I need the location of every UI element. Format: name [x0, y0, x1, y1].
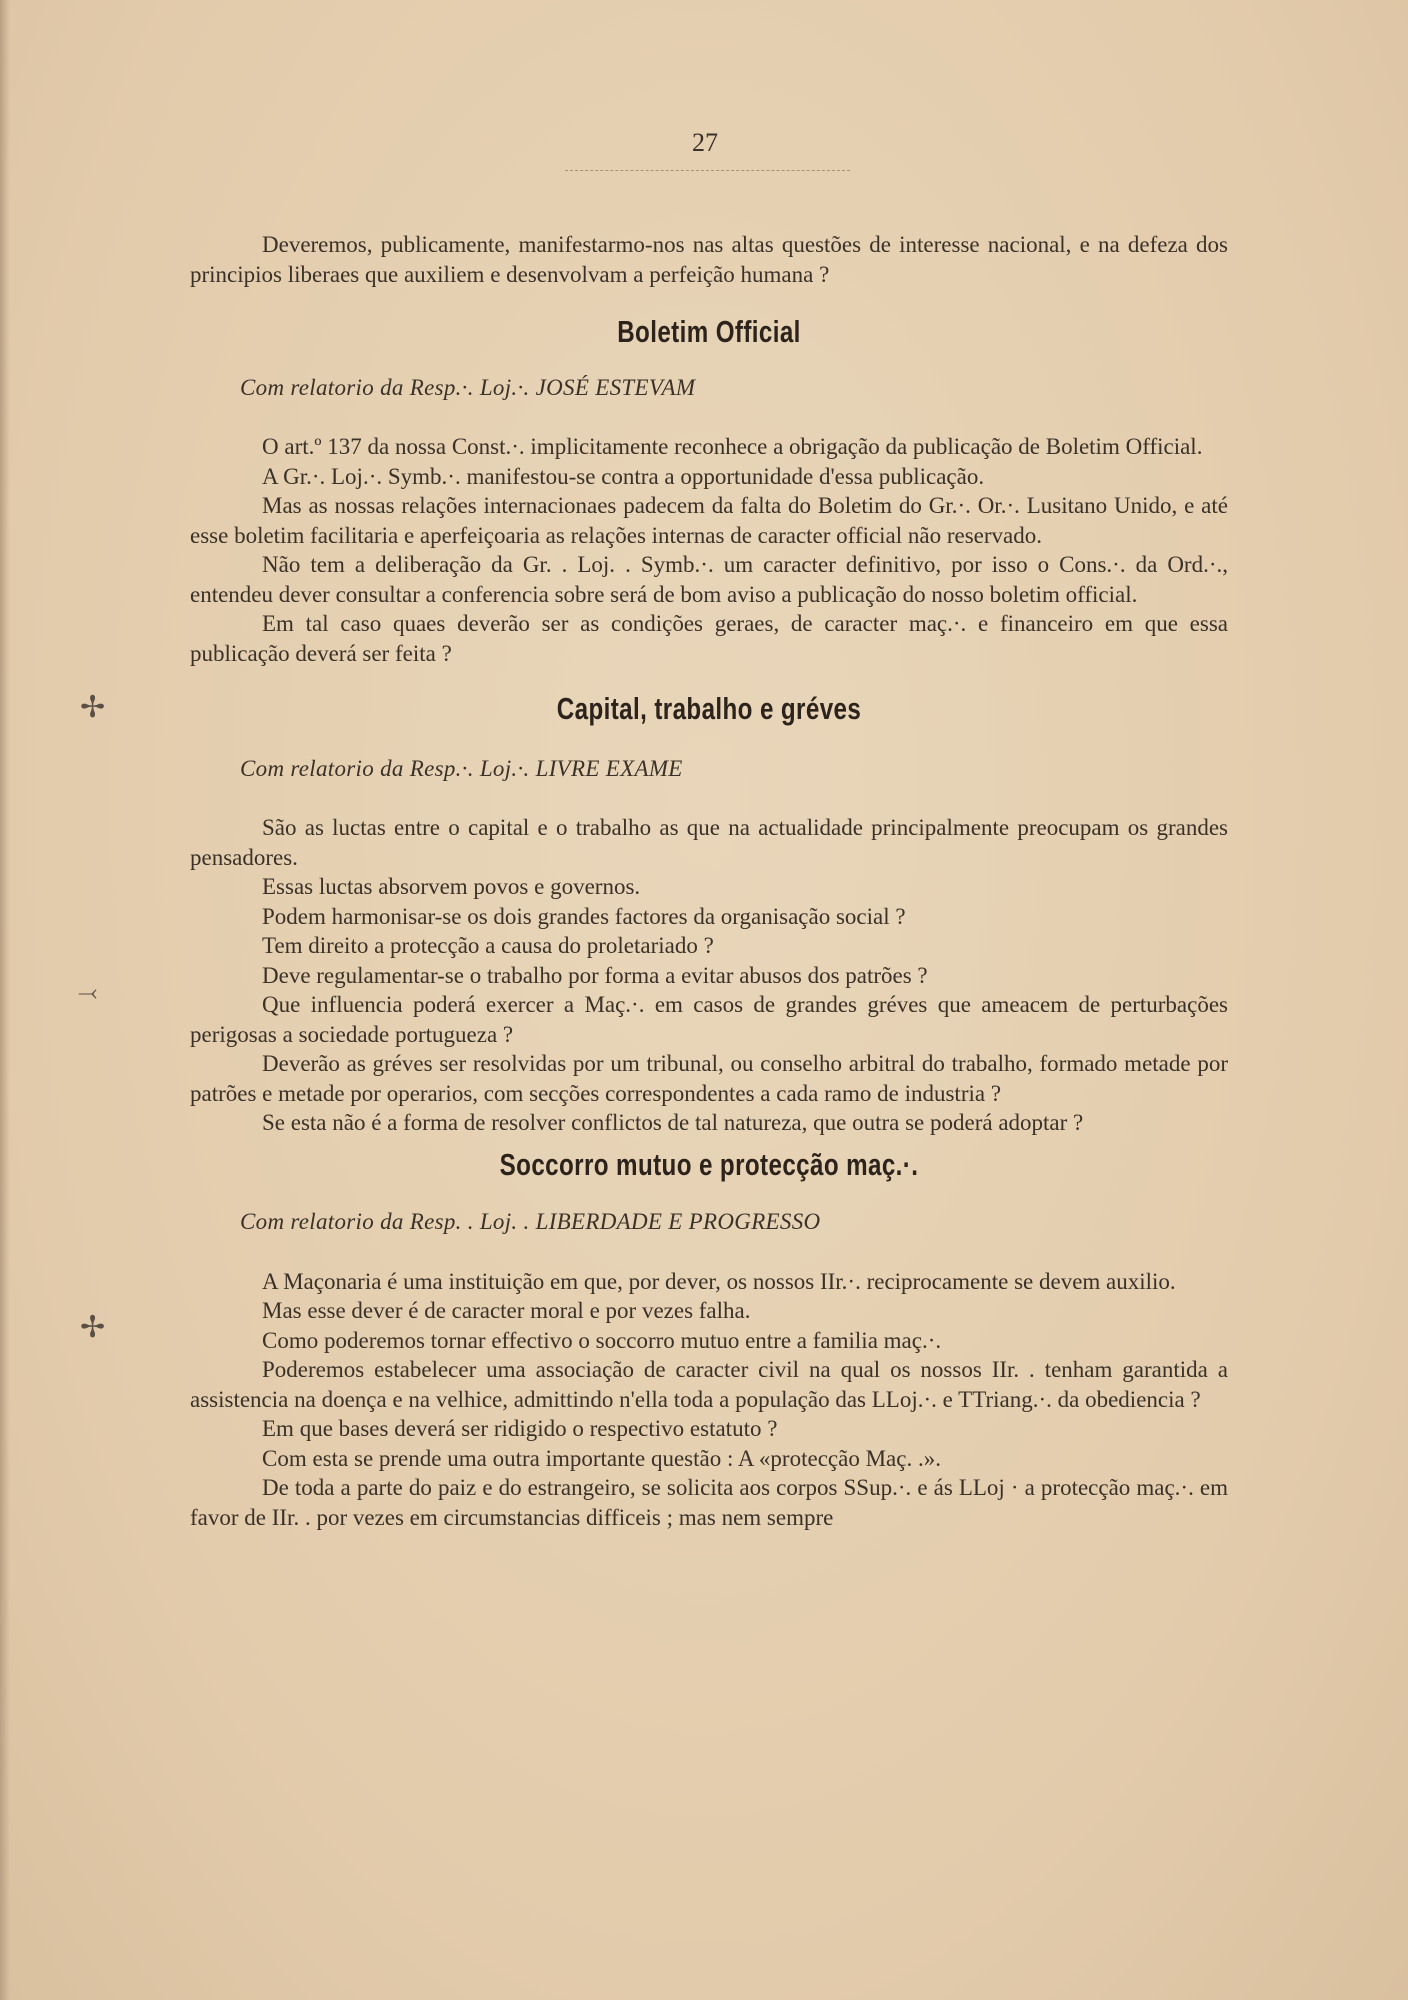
- section-title-soccorro: Soccorro mutuo e protecção maç.·.: [499, 1146, 919, 1182]
- paragraph: Podem harmonisar-se os dois grandes factores da organisação social ?: [262, 903, 906, 929]
- paragraph: Se esta não é a forma de resolver conflictos de tal natureza, que outra se poderá adoptar ?: [262, 1110, 1084, 1135]
- page-number: 27: [692, 128, 718, 157]
- paragraph: O art.º 137 da nossa Const.·. implicitamente reconhece a obrigação da publicação de Boletim Official.: [262, 434, 1203, 459]
- margin-mark-1: ✢: [80, 690, 106, 725]
- paragraph: Como poderemos tornar effectivo o soccorro mutuo entre a familia maç.·.: [262, 1327, 942, 1353]
- paragraph: De toda a parte do paiz e do estrangeiro, se solicita aos corpos SSup.·. e ás LLoj · a protecção maç.·. em favor de IIr. . por vezes em circumstancias difficeis ; mas nem sempre: [190, 1475, 1228, 1530]
- paragraph: Deve regulamentar-se o trabalho por forma a evitar abusos dos patrões ?: [262, 962, 928, 988]
- section-subtitle-boletim: Com relatorio da Resp.·. Loj.·. JOSÉ ESTEVAM: [240, 374, 696, 400]
- margin-mark-2: ⤙: [78, 978, 98, 1006]
- paragraph: Mas as nossas relações internacionaes padecem da falta do Boletim do Gr.·. Or.·. Lusitano Unido, e até esse boletim facilitaria e aperfeiçoaria as relações internas de caracter official não reservado.: [190, 493, 1228, 548]
- header-rule: [565, 170, 850, 171]
- intro-paragraph: Deveremos, publicamente, manifestarmo-nos nas altas questões de interesse nacional, e na defeza dos principios liberaes que auxiliem e desenvolvam a perfeição humana ?: [190, 232, 1228, 287]
- section-subtitle-soccorro: Com relatorio da Resp. . Loj. . LIBERDADE E PROGRESSO: [240, 1209, 821, 1234]
- section-title-capital: Capital, trabalho e gréves: [556, 691, 862, 726]
- paragraph: A Gr.·. Loj.·. Symb.·. manifestou-se contra a opportunidade d'essa publicação.: [262, 463, 985, 489]
- paragraph: Não tem a deliberação da Gr. . Loj. . Symb.·. um caracter definitivo, por isso o Cons.·. da Ord.·., entendeu dever consultar a conferencia sobre será de bom aviso a publicação do nosso boletim official.: [190, 552, 1228, 607]
- document-body: [190, 230, 1228, 1532]
- paragraph: Que influencia poderá exercer a Maç.·. em casos de grandes gréves que ameacem de perturbações perigosas a sociedade portugueza ?: [190, 992, 1228, 1047]
- paragraph: Em que bases deverá ser ridigido o respectivo estatuto ?: [262, 1416, 778, 1441]
- paragraph: Tem direito a protecção a causa do proletariado ?: [262, 933, 714, 958]
- page-left-edge: [0, 0, 10, 2000]
- paragraph: Mas esse dever é de caracter moral e por vezes falha.: [262, 1298, 751, 1323]
- paragraph: Deverão as gréves ser resolvidas por um tribunal, ou conselho arbitral do trabalho, formado metade por patrões e metade por operarios, com secções correspondentes a cada ramo de industria ?: [190, 1051, 1228, 1106]
- section-title-boletim: Boletim Official: [617, 314, 801, 349]
- paragraph: São as luctas entre o capital e o trabalho as que na actualidade principalmente preocupam os grandes pensadores.: [190, 815, 1228, 870]
- section-subtitle-capital: Com relatorio da Resp.·. Loj.·. LIVRE EXAME: [240, 755, 683, 781]
- paragraph: Essas luctas absorvem povos e governos.: [262, 874, 641, 899]
- paragraph: Com esta se prende uma outra importante questão : A «protecção Maç. .».: [262, 1445, 941, 1471]
- margin-mark-3: ✢: [80, 1310, 106, 1345]
- paragraph: Em tal caso quaes deverão ser as condições geraes, de caracter maç.·. e financeiro em que essa publicação deverá ser feita ?: [190, 611, 1228, 666]
- paragraph: Poderemos estabelecer uma associação de caracter civil na qual os nossos IIr. . tenham garantida a assistencia na doença e na velhice, admittindo n'ella toda a população das LLoj.·. e TTriang.·. da obediencia ?: [190, 1357, 1228, 1412]
- paragraph: A Maçonaria é uma instituição em que, por dever, os nossos IIr.·. reciprocamente se devem auxilio.: [262, 1268, 1176, 1294]
